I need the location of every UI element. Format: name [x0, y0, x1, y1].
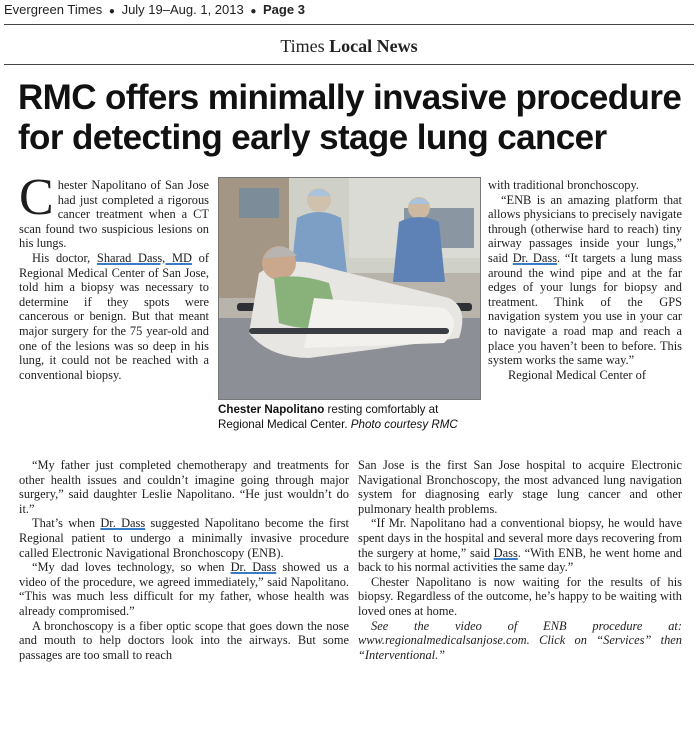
paragraph: Chester Napolitano is now waiting for the results of his biopsy. Regardless of the outcome, he’s happy to be waiting with loved ones at home. — [358, 574, 682, 618]
section-rule — [4, 64, 694, 65]
masthead — [4, 2, 305, 17]
video-link-note[interactable]: See the video of ENB procedure at: www.regionalmedicalsanjose.com. Click on “Services” then “Interventional.” — [358, 618, 682, 662]
section-title — [0, 36, 698, 57]
hospital-photo-illustration — [219, 178, 480, 399]
bullet-icon: ● — [108, 6, 115, 17]
doctor-name-link[interactable]: Dr. Dass — [100, 516, 146, 531]
doctor-name-link[interactable]: Sharad Dass, MD — [96, 250, 192, 265]
paper-name: Evergreen Times — [4, 2, 103, 17]
article-column-left — [19, 169, 209, 382]
patient-photo — [218, 177, 481, 400]
paragraph: His doctor, Sharad Dass, MD of Regional Medical Center of San Jose, told him a biopsy was necessary to determine if they spots were cancerous or benign. But that meant major surgery for the 75 year-old and one of the lesions was so deep in his lung, it could not be reached with a conventional biopsy. — [19, 250, 209, 382]
headline-line-1: RMC offers minimally invasive procedure — [18, 78, 682, 117]
bullet-icon: ● — [250, 6, 257, 17]
paragraph: “If Mr. Napolitano had a conventional biopsy, he would have spent days in the hospital and several more days recovering from the surgery at home,” said Dass. “With ENB, he went home and back to his normal activities the same day.” — [358, 516, 682, 575]
section-name: Local News — [329, 36, 418, 56]
doctor-name-link[interactable]: Dr. Dass — [512, 250, 558, 265]
paragraph: That’s when Dr. Dass suggested Napolitano become the first Regional patient to undergo a minimally invasive procedure called Electronic Navigational Bronchoscopy (ENB). — [19, 516, 349, 560]
paragraph: “My father just completed chemotherapy and treatments for other health issues and couldn’t imagine going through major surgery,” said daughter Leslie Napolitano. “He just wouldn’t do it.” — [19, 458, 349, 516]
headline — [18, 78, 688, 158]
article-column-right — [488, 178, 682, 382]
article-column-lower-left — [19, 458, 349, 662]
paragraph: Regional Medical Center of — [508, 367, 646, 382]
masthead-rule — [4, 24, 694, 25]
section-prefix: Times — [280, 36, 325, 56]
issue-dates: July 19–Aug. 1, 2013 — [121, 2, 244, 17]
doctor-name-link[interactable]: Dr. Dass — [230, 560, 277, 575]
paragraph: San Jose is the first San Jose hospital to acquire Electronic Navigational Bronchoscopy, the most advanced lung navigation system for diagnosing early stage lung cancer and other pulmonary health problems. — [358, 458, 682, 516]
page-number: Page 3 — [263, 2, 305, 17]
paragraph: “My dad loves technology, so when Dr. Dass showed us a video of the procedure, we agreed immediately,” said Napolitano. “This was much less difficult for my father, whose health was already compromised.” — [19, 560, 349, 618]
caption-name: Chester Napolitano — [218, 403, 325, 416]
photo-caption: Chester Napolitano resting comfortably at Regional Medical Center. Photo courtesy RMC — [218, 403, 458, 431]
doctor-name-link[interactable]: Dass — [493, 545, 518, 560]
photo-credit: Photo courtesy RMC — [350, 418, 458, 431]
paragraph: Chester Napolitano of San Jose had just completed a rigorous cancer treatment when a CT scan found two suspicious lesions on his lungs. — [19, 169, 209, 251]
drop-cap: C — [19, 169, 54, 226]
article-column-lower-right — [358, 458, 682, 662]
headline-line-2: for detecting early stage lung cancer — [18, 118, 607, 157]
paragraph: with traditional bronchoscopy. — [488, 178, 639, 192]
paragraph: A bronchoscopy is a fiber optic scope that goes down the nose and mouth to help doctors look into the airways. But some passages are too small to reach — [19, 618, 349, 662]
paragraph: “ENB is an amazing platform that allows physicians to precisely navigate through (otherwise hard to reach) tiny airway passages inside your lungs,” said Dr. Dass. “It targets a lung mass around the wind pipe and at the far edges of your lungs for biopsy and treatment. Think of the GPS navigation system you use in your car to navigate a road map and reach a place you haven’t been to before. This system works the same way.” — [488, 192, 682, 368]
